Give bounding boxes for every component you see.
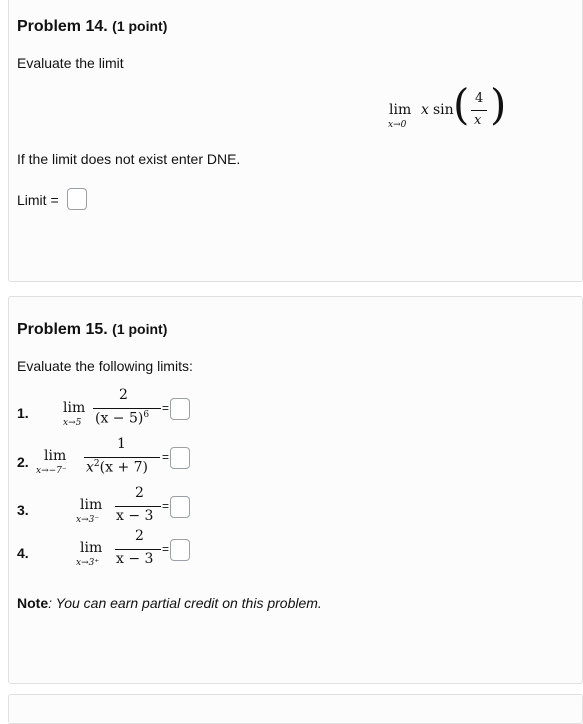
fraction-bar: [115, 549, 161, 550]
fraction-numerator: 2: [119, 387, 128, 403]
equals-sign: =: [162, 542, 170, 556]
fraction-bar: [84, 457, 160, 458]
item-number: 1.: [17, 405, 29, 421]
problem-points: (1 point): [112, 18, 168, 34]
equals-sign: =: [162, 401, 170, 415]
partial-credit-note: [17, 595, 322, 611]
item-number: 2.: [17, 454, 29, 470]
fraction-denominator: $(x - 5)^6$: [95, 410, 150, 427]
problem-points: (1 point): [112, 321, 168, 337]
lim-operator: lim: [80, 540, 103, 556]
lim-operator: lim: [44, 448, 67, 464]
fraction-denominator: x: [474, 113, 482, 128]
lim-subscript: x→3⁻: [76, 515, 100, 525]
limit-answer-input[interactable]: [67, 188, 87, 210]
lim-subscript: x→5: [63, 418, 82, 428]
equals-sign: =: [162, 499, 170, 513]
note-text: : You can earn partial credit on this problem.: [48, 595, 322, 611]
left-paren: (: [453, 80, 470, 129]
fraction-bar: [115, 506, 161, 507]
answer-input-2[interactable]: [170, 447, 190, 469]
sin-function: sin: [433, 102, 454, 118]
limit-answer-label: Limit =: [17, 192, 59, 208]
note-label: Note: [17, 595, 49, 611]
fraction-numerator: 2: [135, 528, 144, 544]
fraction-numerator: 4: [475, 91, 484, 106]
item-number: 3.: [17, 502, 29, 518]
fraction-numerator: 1: [117, 436, 126, 452]
fraction-bar: [471, 110, 487, 111]
dne-instruction: If the limit does not exist enter DNE.: [17, 151, 241, 167]
problem-14-prompt: Evaluate the limit: [17, 55, 124, 71]
problem-15-title: [17, 321, 167, 339]
answer-input-1[interactable]: [170, 398, 190, 420]
fraction-numerator: 2: [135, 485, 144, 501]
answer-input-4[interactable]: [170, 539, 190, 561]
right-paren: ): [490, 80, 507, 129]
lim-operator: lim: [63, 400, 86, 416]
equals-sign: =: [162, 450, 170, 464]
item-number: 4.: [17, 545, 29, 561]
fraction-denominator: $x^2(x + 7)$: [86, 459, 148, 476]
fraction-bar: [93, 408, 161, 409]
lim-operator: lim: [389, 102, 412, 118]
problem-15-card: [8, 296, 583, 684]
lim-subscript: x→0: [388, 120, 407, 130]
lim-operator: lim: [80, 497, 103, 513]
answer-input-3[interactable]: [170, 496, 190, 518]
problem-14-title: [17, 18, 167, 36]
lim-variable: x: [421, 102, 429, 118]
lim-subscript: x→3⁺: [76, 558, 100, 568]
problem-14-card: [8, 0, 583, 282]
problem-15-prompt: Evaluate the following limits:: [17, 358, 193, 374]
fraction-denominator: x − 3: [116, 508, 154, 524]
lim-subscript: x→−7⁻: [36, 466, 67, 476]
problem-title-text: Problem 14.: [17, 18, 108, 35]
fraction-denominator: x − 3: [116, 551, 154, 567]
problem-title-text: Problem 15.: [17, 321, 108, 338]
next-problem-card: [8, 694, 583, 724]
